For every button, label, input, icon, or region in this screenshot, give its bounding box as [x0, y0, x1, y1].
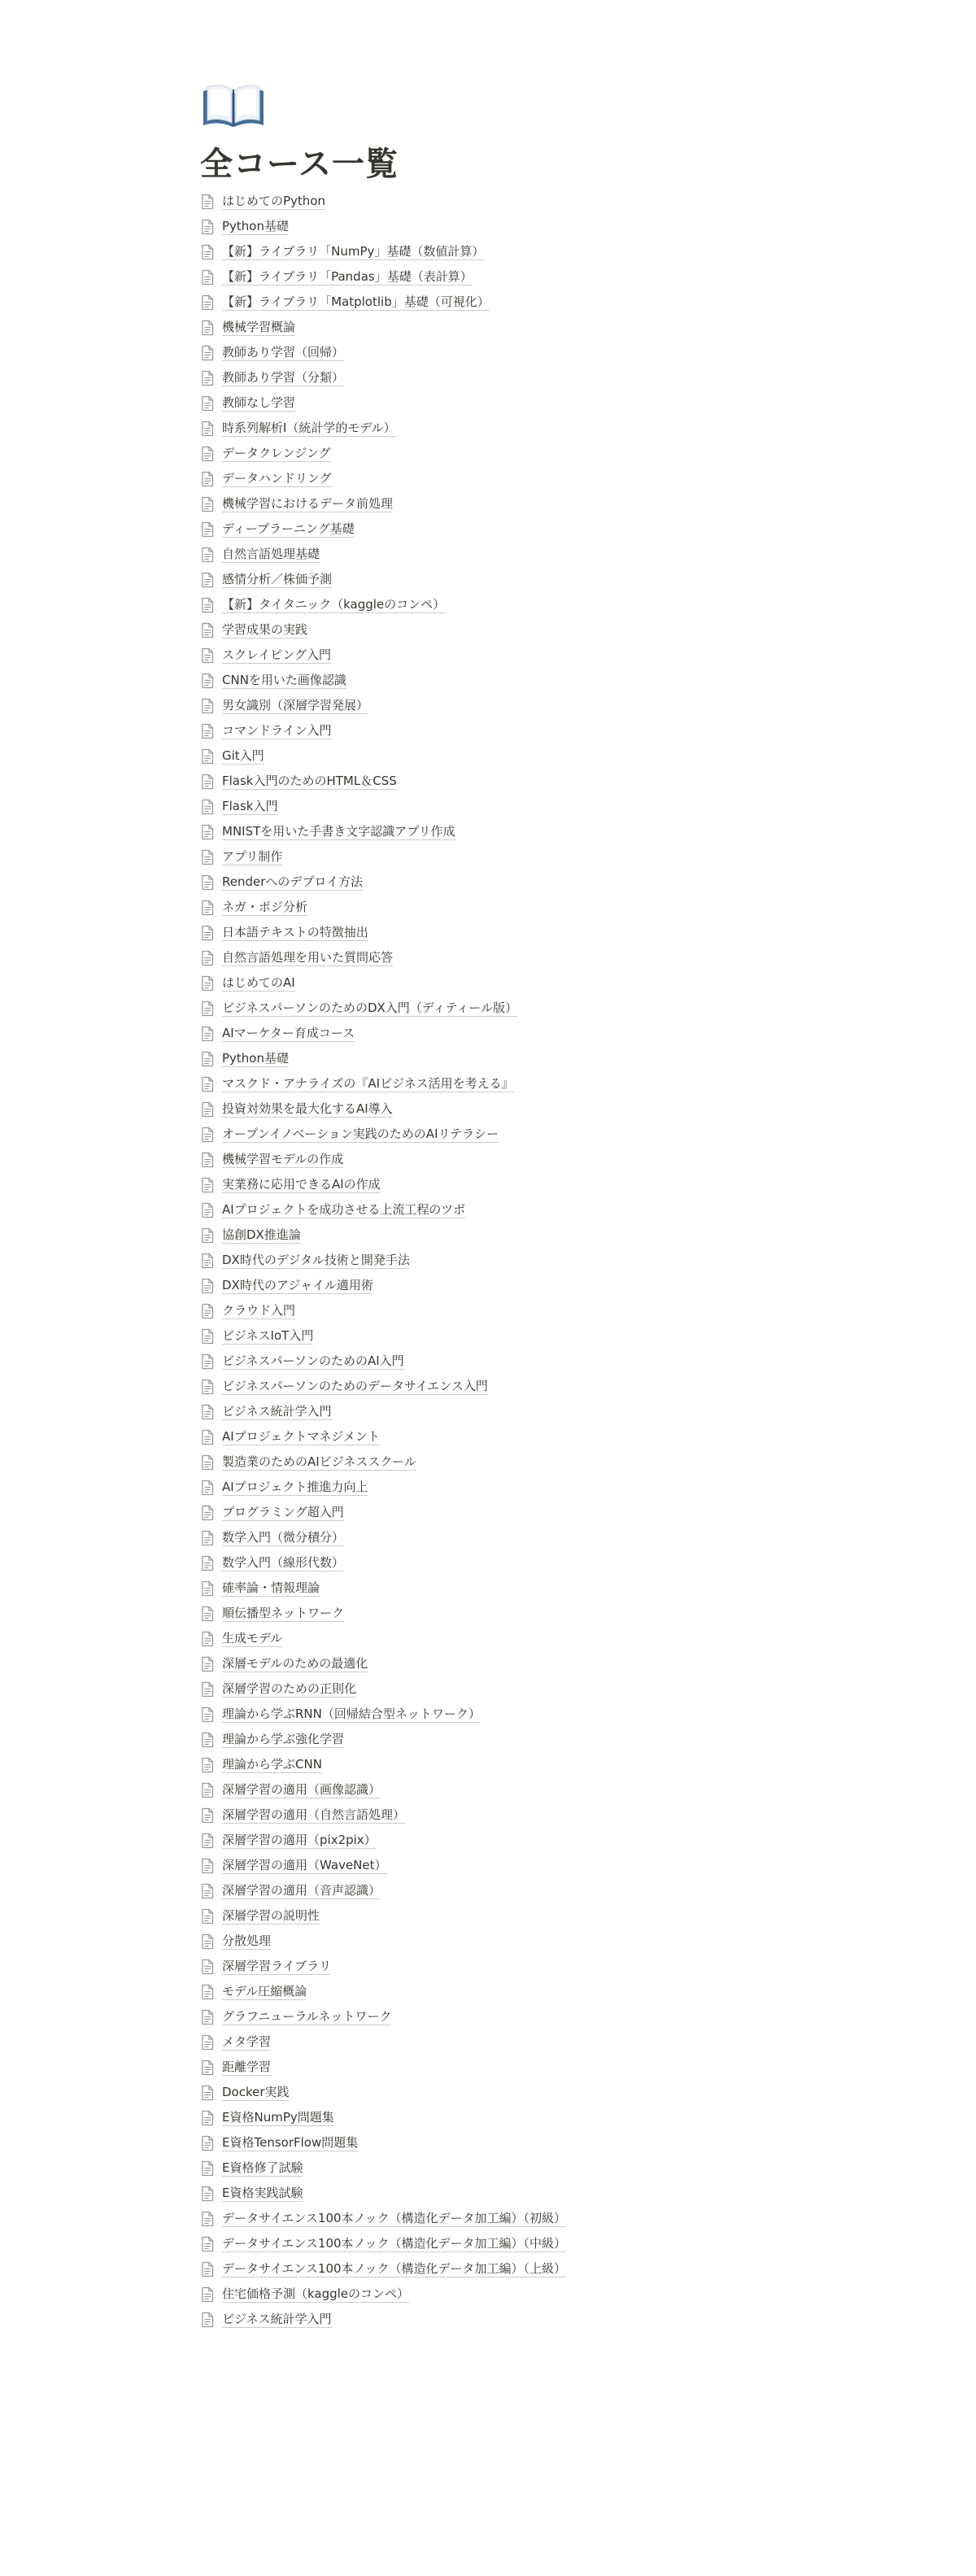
course-link[interactable]: AIプロジェクトを成功させる上流工程のツボ: [222, 1202, 466, 1217]
course-item[interactable]: [200, 1828, 776, 1853]
course-link[interactable]: 深層モデルのための最適化: [222, 1656, 368, 1671]
course-item[interactable]: [200, 1298, 776, 1323]
course-link[interactable]: オープンイノベーション実践のためのAIリテラシー: [222, 1127, 499, 1141]
page-document-icon: [200, 925, 215, 941]
page-document-icon: [200, 2312, 215, 2328]
course-link[interactable]: 教師あり学習（回帰）: [222, 345, 345, 360]
course-item[interactable]: [200, 542, 776, 567]
course-item[interactable]: [200, 2055, 776, 2080]
course-item[interactable]: [200, 189, 776, 214]
course-link[interactable]: 感情分析／株価予測: [222, 572, 333, 586]
course-link[interactable]: DX時代のアジャイル適用術: [222, 1278, 373, 1292]
course-link[interactable]: 確率論・情報理論: [222, 1580, 320, 1595]
course-item[interactable]: [200, 1424, 776, 1449]
course-link[interactable]: ビジネスパーソンのためのDX入門（ディティール版）: [222, 1000, 518, 1015]
page-document-icon: [200, 1757, 215, 1773]
course-link[interactable]: 学習成果の実践: [222, 622, 308, 637]
course-link[interactable]: 製造業のためのAIビジネススクール: [222, 1454, 416, 1469]
course-link[interactable]: 【新】ライブラリ「Pandas」基礎（表計算）: [222, 269, 473, 284]
page-document-icon: [200, 1404, 215, 1420]
page-document-icon: [200, 849, 215, 865]
course-item[interactable]: [200, 1500, 776, 1525]
page-document-icon: [200, 244, 215, 260]
page-document-icon: [200, 2085, 215, 2101]
page-document-icon: [200, 2186, 215, 2202]
page-document-icon: [200, 1177, 215, 1193]
course-link[interactable]: ビジネス統計学入門: [222, 1404, 332, 1419]
page-document-icon: [200, 1732, 215, 1748]
course-item[interactable]: [200, 2181, 776, 2206]
page-document-icon: [200, 1253, 215, 1269]
course-item[interactable]: [200, 743, 776, 769]
page-document-icon: [200, 471, 215, 487]
course-link[interactable]: ディープラーニング基礎: [222, 521, 355, 536]
course-link[interactable]: 理論から学ぶ強化学習: [222, 1732, 345, 1746]
course-item[interactable]: [200, 2029, 776, 2055]
course-item[interactable]: [200, 895, 776, 920]
course-item[interactable]: [200, 617, 776, 643]
course-link[interactable]: 生成モデル: [222, 1631, 283, 1645]
page-document-icon: [200, 2110, 215, 2126]
course-item[interactable]: [200, 1576, 776, 1601]
course-item[interactable]: [200, 1929, 776, 1954]
page-document-icon: [200, 1807, 215, 1824]
course-link[interactable]: 順伝播型ネットワーク: [222, 1606, 345, 1620]
course-link[interactable]: 機械学習概論: [222, 320, 296, 334]
course-link[interactable]: 深層学習の適用（自然言語処理）: [222, 1807, 406, 1822]
course-link[interactable]: E資格NumPy問題集: [222, 2110, 334, 2125]
page-document-icon: [200, 395, 215, 412]
course-link[interactable]: Python基礎: [222, 1051, 289, 1066]
course-item[interactable]: [200, 1752, 776, 1777]
page-document-icon: [200, 597, 215, 613]
course-item[interactable]: [200, 340, 776, 365]
page-document-icon: [200, 521, 215, 538]
course-link[interactable]: はじめてのAI: [222, 975, 295, 990]
page-document-icon: [200, 975, 215, 992]
course-link[interactable]: E資格修了試験: [222, 2160, 303, 2175]
course-link[interactable]: ビジネスパーソンのためのAI入門: [222, 1353, 404, 1368]
course-item[interactable]: [200, 2256, 776, 2282]
course-link[interactable]: 【新】ライブラリ「NumPy」基礎（数値計算）: [222, 244, 485, 259]
course-link[interactable]: 教師なし学習: [222, 395, 296, 410]
course-link[interactable]: メタ学習: [222, 2034, 272, 2049]
page-document-icon: [200, 1202, 215, 1218]
course-link[interactable]: データクレンジング: [222, 446, 331, 460]
course-link[interactable]: 【新】タイタニック（kaggleのコンペ）: [222, 597, 446, 612]
course-link[interactable]: Flask入門: [222, 799, 278, 813]
course-item[interactable]: [200, 1122, 776, 1147]
course-link[interactable]: 住宅価格予測（kaggleのコンペ）: [222, 2286, 410, 2301]
page-document-icon: [200, 294, 215, 311]
course-link[interactable]: AIマーケター育成コース: [222, 1026, 355, 1040]
page-document-icon: [200, 1858, 215, 1874]
course-link[interactable]: 深層学習の適用（pix2pix）: [222, 1833, 377, 1847]
course-item[interactable]: [200, 416, 776, 441]
course-link[interactable]: E資格実践試験: [222, 2186, 303, 2200]
page-document-icon: [200, 2034, 215, 2051]
course-item[interactable]: [200, 1651, 776, 1676]
course-item[interactable]: [200, 1702, 776, 1727]
page-document-icon: [200, 1000, 215, 1017]
page-document-icon: [200, 1606, 215, 1622]
course-link[interactable]: 数学入門（線形代数）: [222, 1555, 345, 1570]
page-document-icon: [200, 1555, 215, 1571]
course-link[interactable]: 深層学習の適用（画像認識）: [222, 1782, 381, 1797]
page-document-icon: [200, 2135, 215, 2151]
course-item[interactable]: [200, 1399, 776, 1424]
page-document-icon: [200, 647, 215, 664]
page-document-icon: [200, 1353, 215, 1370]
course-link[interactable]: 教師あり学習（分類）: [222, 370, 345, 385]
course-item[interactable]: [200, 1046, 776, 1071]
course-item[interactable]: [200, 769, 776, 794]
course-item[interactable]: [200, 970, 776, 996]
course-item[interactable]: [200, 1979, 776, 2004]
page-document-icon: [200, 1782, 215, 1798]
course-link[interactable]: ビジネス統計学入門: [222, 2312, 332, 2326]
course-item[interactable]: [200, 365, 776, 390]
page-document-icon: [200, 1505, 215, 1521]
course-item[interactable]: [200, 1349, 776, 1374]
course-item[interactable]: [200, 2307, 776, 2332]
course-link[interactable]: 理論から学ぶRNN（回帰結合型ネットワーク）: [222, 1706, 481, 1721]
page-document-icon: [200, 1379, 215, 1395]
page-title: 全コース一覧: [200, 146, 399, 183]
course-link[interactable]: データサイエンス100本ノック（構造化データ加工編）（上級）: [222, 2261, 566, 2276]
course-link[interactable]: マスクド・アナライズの『AIビジネス活用を考える』: [222, 1076, 514, 1091]
course-item[interactable]: [200, 844, 776, 870]
course-link[interactable]: 時系列解析Ⅰ（統計学的モデル）: [222, 421, 396, 435]
course-item[interactable]: [200, 1374, 776, 1399]
course-link[interactable]: CNNを用いた画像認識: [222, 673, 346, 687]
page-document-icon: [200, 2160, 215, 2177]
course-item[interactable]: [200, 1323, 776, 1349]
course-item[interactable]: [200, 2231, 776, 2256]
course-link[interactable]: 深層学習の適用（WaveNet）: [222, 1858, 387, 1872]
course-link[interactable]: ビジネスパーソンのためのデータサイエンス入門: [222, 1379, 488, 1393]
course-link[interactable]: 深層学習の説明性: [222, 1908, 320, 1923]
course-link[interactable]: Flask入門のためのHTML＆CSS: [222, 774, 397, 788]
page-document-icon: [200, 1303, 215, 1319]
course-item[interactable]: [200, 920, 776, 945]
course-item[interactable]: [200, 390, 776, 416]
course-item[interactable]: [200, 693, 776, 718]
page-document-icon: [200, 345, 215, 361]
page-document-icon: [200, 1681, 215, 1698]
course-item[interactable]: [200, 1853, 776, 1878]
page-document-icon: [200, 1051, 215, 1067]
course-link[interactable]: 機械学習におけるデータ前処理: [222, 496, 394, 511]
course-item[interactable]: [200, 239, 776, 264]
course-item[interactable]: [200, 592, 776, 617]
page-document-icon: [200, 1227, 215, 1244]
course-item[interactable]: [200, 2155, 776, 2181]
page-document-icon: [200, 496, 215, 512]
course-item[interactable]: [200, 1626, 776, 1651]
course-item[interactable]: [200, 668, 776, 693]
course-item[interactable]: [200, 1878, 776, 1903]
page-document-icon: [200, 673, 215, 689]
course-link[interactable]: クラウド入門: [222, 1303, 296, 1318]
course-item[interactable]: [200, 567, 776, 592]
page-document-icon: [200, 1959, 215, 1975]
course-link[interactable]: データサイエンス100本ノック（構造化データ加工編）（初級）: [222, 2211, 566, 2225]
course-item[interactable]: [200, 1550, 776, 1576]
page-document-icon: [200, 572, 215, 588]
course-link[interactable]: AIプロジェクト推進力向上: [222, 1480, 368, 1494]
page-document-icon: [200, 1454, 215, 1471]
course-item[interactable]: [200, 441, 776, 466]
course-item[interactable]: [200, 1676, 776, 1702]
course-item[interactable]: [200, 718, 776, 743]
page-document-icon: [200, 824, 215, 840]
course-link[interactable]: Renderへのデプロイ方法: [222, 874, 363, 889]
page-document-icon: [200, 1656, 215, 1672]
course-link[interactable]: はじめてのPython: [222, 194, 325, 208]
course-item[interactable]: [200, 1197, 776, 1223]
course-item[interactable]: [200, 1802, 776, 1828]
page-document-icon: [200, 1429, 215, 1445]
page-document-icon: [200, 219, 215, 235]
course-item[interactable]: [200, 945, 776, 970]
course-link[interactable]: スクレイピング入門: [222, 647, 331, 662]
course-link[interactable]: 深層学習ライブラリ: [222, 1959, 332, 1973]
course-item[interactable]: [200, 1248, 776, 1273]
page-document-icon: [200, 698, 215, 714]
course-link[interactable]: 深層学習のための正則化: [222, 1681, 357, 1696]
page-document-icon: [200, 1127, 215, 1143]
course-item[interactable]: [200, 1147, 776, 1172]
course-link[interactable]: Docker実践: [222, 2085, 290, 2099]
course-link[interactable]: ビジネスIoT入門: [222, 1328, 314, 1343]
course-link[interactable]: 実業務に応用できるAIの作成: [222, 1177, 381, 1192]
page-document-icon: [200, 2059, 215, 2076]
page-document-icon: [200, 2211, 215, 2227]
course-link[interactable]: データハンドリング: [222, 471, 332, 486]
course-item[interactable]: [200, 1475, 776, 1500]
course-item[interactable]: [200, 1777, 776, 1802]
course-item[interactable]: [200, 264, 776, 290]
course-link[interactable]: 協創DX推進論: [222, 1227, 301, 1242]
page-document-icon: [200, 1278, 215, 1294]
page-document-icon: [200, 1833, 215, 1849]
page-document-icon: [200, 900, 215, 916]
course-link[interactable]: アプリ制作: [222, 849, 283, 864]
page-document-icon: [200, 1933, 215, 1950]
open-book-icon: [200, 80, 267, 132]
page-document-icon: [200, 774, 215, 790]
page-document-icon: [200, 1026, 215, 1042]
page-document-icon: [200, 2261, 215, 2277]
course-item[interactable]: [200, 1903, 776, 1929]
course-item[interactable]: [200, 870, 776, 895]
course-item[interactable]: [200, 2105, 776, 2130]
page-document-icon: [200, 723, 215, 739]
page-document-icon: [200, 269, 215, 285]
page-document-icon: [200, 421, 215, 437]
course-link[interactable]: ネガ・ポジ分析: [222, 900, 308, 914]
page-document-icon: [200, 799, 215, 815]
page-document-icon: [200, 1631, 215, 1647]
page-document-icon: [200, 1908, 215, 1924]
page-document-icon: [200, 1101, 215, 1118]
course-link[interactable]: データサイエンス100本ノック（構造化データ加工編）（中級）: [222, 2236, 566, 2251]
course-item[interactable]: [200, 491, 776, 517]
course-link[interactable]: MNISTを用いた手書き文字認識アプリ作成: [222, 824, 455, 839]
course-item[interactable]: [200, 2080, 776, 2105]
course-link[interactable]: AIプロジェクトマネジメント: [222, 1429, 380, 1444]
course-item[interactable]: [200, 1954, 776, 1979]
course-item[interactable]: [200, 290, 776, 315]
page-document-icon: [200, 874, 215, 891]
course-item[interactable]: [200, 2282, 776, 2307]
course-item[interactable]: [200, 1071, 776, 1096]
page-document-icon: [200, 2236, 215, 2252]
page-document-icon: [200, 1152, 215, 1168]
course-link[interactable]: Python基礎: [222, 219, 289, 233]
course-item[interactable]: [200, 1601, 776, 1626]
page-document-icon: [200, 2286, 215, 2303]
course-link[interactable]: 機械学習モデルの作成: [222, 1152, 344, 1166]
course-link[interactable]: 数学入門（微分積分）: [222, 1530, 345, 1545]
course-item[interactable]: [200, 1727, 776, 1752]
course-link[interactable]: 深層学習の適用（音声認識）: [222, 1883, 381, 1898]
page-document-icon: [200, 622, 215, 639]
course-item[interactable]: [200, 1172, 776, 1197]
page-document-icon: [200, 446, 215, 462]
page-document-icon: [200, 1076, 215, 1092]
course-link[interactable]: DX時代のデジタル技術と開発手法: [222, 1253, 410, 1267]
page-document-icon: [200, 1328, 215, 1345]
page-document-icon: [200, 547, 215, 563]
course-link[interactable]: 自然言語処理基礎: [222, 547, 320, 561]
page-document-icon: [200, 1580, 215, 1597]
course-link[interactable]: 分散処理: [222, 1933, 272, 1948]
course-item[interactable]: [200, 643, 776, 668]
course-item[interactable]: [200, 2206, 776, 2231]
page-document-icon: [200, 950, 215, 966]
course-list: [200, 189, 776, 2332]
page-document-icon: [200, 1883, 215, 1899]
course-link[interactable]: モデル圧縮概論: [222, 1984, 307, 1998]
course-item[interactable]: [200, 315, 776, 340]
page-document-icon: [200, 1984, 215, 2000]
course-link[interactable]: Git入門: [222, 748, 264, 763]
course-link[interactable]: グラフニューラルネットワーク: [222, 2009, 392, 2024]
course-link[interactable]: プログラミング超入門: [222, 1505, 344, 1519]
page-document-icon: [200, 320, 215, 336]
course-item[interactable]: [200, 466, 776, 491]
page-document-icon: [200, 194, 215, 210]
page-document-icon: [200, 1706, 215, 1723]
course-link[interactable]: E資格TensorFlow問題集: [222, 2135, 359, 2150]
course-item[interactable]: [200, 2004, 776, 2029]
course-item[interactable]: [200, 1449, 776, 1475]
course-link[interactable]: 男女識別（深層学習発展）: [222, 698, 369, 713]
course-item[interactable]: [200, 819, 776, 844]
page-document-icon: [200, 2009, 215, 2025]
course-item[interactable]: [200, 2130, 776, 2155]
course-link[interactable]: 【新】ライブラリ「Matplotlib」基礎（可視化）: [222, 294, 490, 309]
course-item[interactable]: [200, 996, 776, 1021]
course-link[interactable]: 自然言語処理を用いた質問応答: [222, 950, 394, 965]
course-link[interactable]: 投資対効果を最大化するAI導入: [222, 1101, 393, 1116]
page-document-icon: [200, 1530, 215, 1546]
course-item[interactable]: [200, 1273, 776, 1298]
course-item[interactable]: [200, 214, 776, 239]
course-item[interactable]: [200, 1021, 776, 1046]
page-content: [200, 80, 776, 2332]
course-link[interactable]: コマンドライン入門: [222, 723, 332, 738]
page-document-icon: [200, 1480, 215, 1496]
course-item[interactable]: [200, 1096, 776, 1122]
course-link[interactable]: 日本語テキストの特徴抽出: [222, 925, 368, 939]
course-link[interactable]: 距離学習: [222, 2059, 272, 2074]
page-document-icon: [200, 748, 215, 765]
course-item[interactable]: [200, 517, 776, 542]
course-item[interactable]: [200, 1223, 776, 1248]
course-link[interactable]: 理論から学ぶCNN: [222, 1757, 322, 1772]
page-document-icon: [200, 370, 215, 386]
course-item[interactable]: [200, 1525, 776, 1550]
course-item[interactable]: [200, 794, 776, 819]
